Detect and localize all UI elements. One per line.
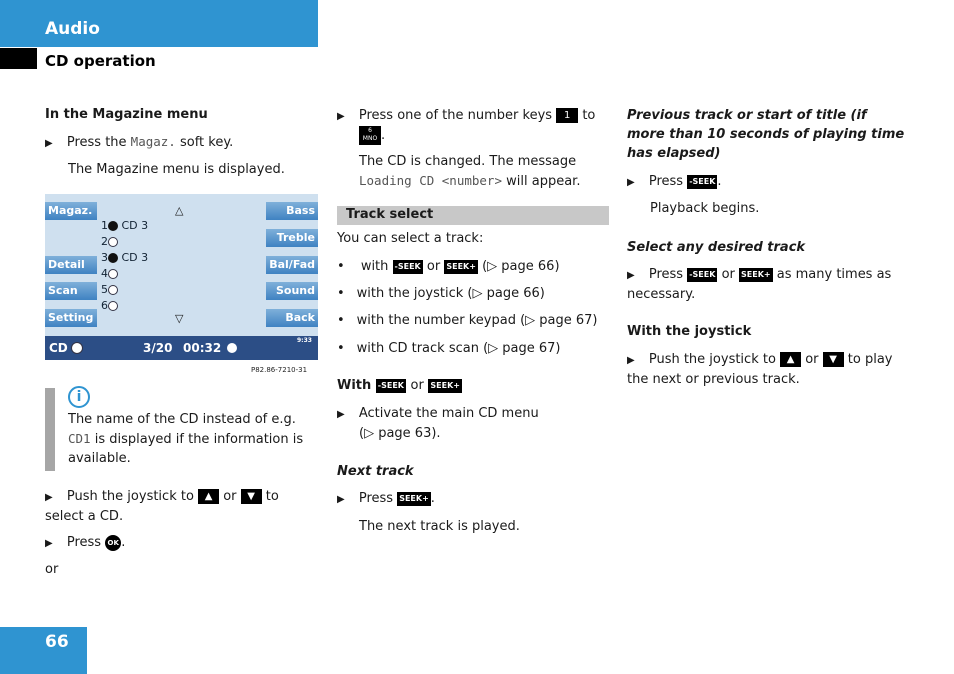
step-number-result: The CD is changed. The message Loading CD <number> will appear.: [359, 154, 581, 189]
nav-up-icon: △: [175, 204, 184, 217]
section-marker: [0, 48, 37, 69]
info-bar: [45, 388, 55, 471]
next-track-result: The next track is played.: [359, 519, 520, 534]
page-number: 66: [45, 632, 69, 652]
screen-button-bass: Bass: [266, 202, 318, 220]
magazine-slot-2: 2: [101, 235, 118, 248]
magazine-heading: In the Magazine menu: [45, 107, 208, 122]
bullet-keypad: • with the number keypad (▷ page 67): [337, 313, 598, 328]
empty-slot-icon: [108, 301, 118, 311]
empty-slot-icon: [108, 237, 118, 247]
bullet-arrow-icon: ▶: [45, 492, 53, 503]
screen-button-treble: Treble: [266, 229, 318, 247]
page-number-tab: [0, 627, 87, 674]
bullet-arrow-icon: ▶: [627, 270, 635, 281]
empty-slot-icon: [108, 285, 118, 295]
bullet-seek: • with -SEEK or SEEK+ (▷ page 66): [337, 259, 560, 274]
disc-icon: [108, 253, 118, 263]
bullet-arrow-icon: ▶: [627, 177, 635, 188]
seek-plus-icon: SEEK+: [397, 492, 431, 506]
screen-button-back: Back: [266, 309, 318, 327]
play-icon: [227, 343, 237, 353]
with-seek-heading: With -SEEK or SEEK+: [337, 378, 460, 393]
bullet-arrow-icon: ▶: [45, 538, 53, 549]
disc-icon: [108, 221, 118, 231]
step-joystick-track: ▶ Push the joystick to ▲ or ▼ to play the next or previous track.: [627, 352, 893, 387]
step-press-ok: ▶ Press OK .: [45, 535, 126, 550]
number-key-6-icon: 6 MNO: [359, 126, 381, 145]
bullet-joystick: • with the joystick (▷ page 66): [337, 286, 545, 301]
nav-down-icon: ▽: [175, 312, 184, 325]
step-magazine-softkey: ▶ Press the Magaz. soft key.: [45, 134, 234, 150]
seek-minus-icon: -SEEK: [687, 175, 717, 189]
ok-button-icon: OK: [105, 535, 121, 551]
joystick-down-icon: ▼: [241, 489, 262, 504]
previous-track-heading: Previous track or start of title (if more than 10 seconds of playing time has elapsed): [627, 108, 905, 161]
seek-plus-icon: SEEK+: [739, 268, 773, 282]
info-icon: i: [68, 386, 90, 408]
next-track-heading: Next track: [337, 464, 414, 479]
previous-track-result: Playback begins.: [650, 201, 760, 216]
image-caption: P82.86-7210-31: [251, 366, 308, 374]
info-note: The name of the CD instead of e.g. CD1 is displayed if the information is available.: [68, 412, 304, 466]
step-previous-track: ▶ Press -SEEK .: [627, 174, 722, 189]
magazine-slot-4: 4: [101, 267, 118, 280]
bullet-arrow-icon: ▶: [337, 111, 345, 122]
screen-button-detail: Detail: [45, 256, 97, 274]
screen-button-balfad: Bal/Fad: [266, 256, 318, 274]
select-track-heading: Select any desired track: [627, 240, 806, 255]
bullet-arrow-icon: ▶: [627, 355, 635, 366]
section-title: Audio: [45, 19, 100, 39]
bullet-arrow-icon: ▶: [337, 409, 345, 420]
joystick-down-icon: ▼: [823, 352, 844, 367]
joystick-up-icon: ▲: [198, 489, 219, 504]
empty-slot-icon: [108, 269, 118, 279]
magazine-screen-image: [45, 194, 318, 360]
screen-button-setting: Setting: [45, 309, 97, 327]
joystick-heading: With the joystick: [627, 324, 752, 339]
bullet-scan: • with CD track scan (▷ page 67): [337, 341, 561, 356]
seek-minus-icon: -SEEK: [393, 260, 423, 274]
magazine-slot-3: 3 CD 3: [101, 251, 149, 264]
bullet-arrow-icon: ▶: [45, 138, 53, 149]
screen-status-bar: CD 3/20 00:32 9:33: [45, 336, 318, 360]
step-number-keys: ▶ Press one of the number keys 1 to 6 MNO .: [337, 108, 596, 143]
track-select-intro: You can select a track:: [337, 231, 484, 246]
step-magazine-result: The Magazine menu is displayed.: [68, 162, 285, 177]
magazine-slot-6: 6: [101, 299, 118, 312]
step-select-track: ▶ Press -SEEK or SEEK+ as many times as necessary.: [627, 267, 892, 302]
screen-button-sound: Sound: [266, 282, 318, 300]
joystick-up-icon: ▲: [780, 352, 801, 367]
seek-minus-icon: -SEEK: [376, 379, 406, 393]
or-text: or: [45, 562, 59, 577]
magazine-slot-1: 1 CD 3: [101, 219, 149, 232]
bullet-arrow-icon: ▶: [337, 494, 345, 505]
seek-plus-icon: SEEK+: [428, 379, 462, 393]
screen-button-magaz: Magaz.: [45, 202, 97, 220]
seek-plus-icon: SEEK+: [444, 260, 478, 274]
magazine-slot-5: 5: [101, 283, 118, 296]
cd-icon: [71, 342, 83, 354]
step-select-cd: ▶ Push the joystick to ▲ or ▼ to select a CD.: [45, 489, 279, 524]
track-select-heading: Track select: [346, 207, 434, 222]
screen-button-scan: Scan: [45, 282, 97, 300]
seek-minus-icon: -SEEK: [687, 268, 717, 282]
step-activate-cd-menu: ▶ Activate the main CD menu (▷ page 63).: [337, 406, 539, 441]
magaz-code: Magaz.: [130, 134, 176, 149]
number-key-1-icon: 1: [556, 108, 578, 123]
step-next-track: ▶ Press SEEK+ .: [337, 491, 435, 506]
subsection-title: CD operation: [45, 52, 156, 70]
